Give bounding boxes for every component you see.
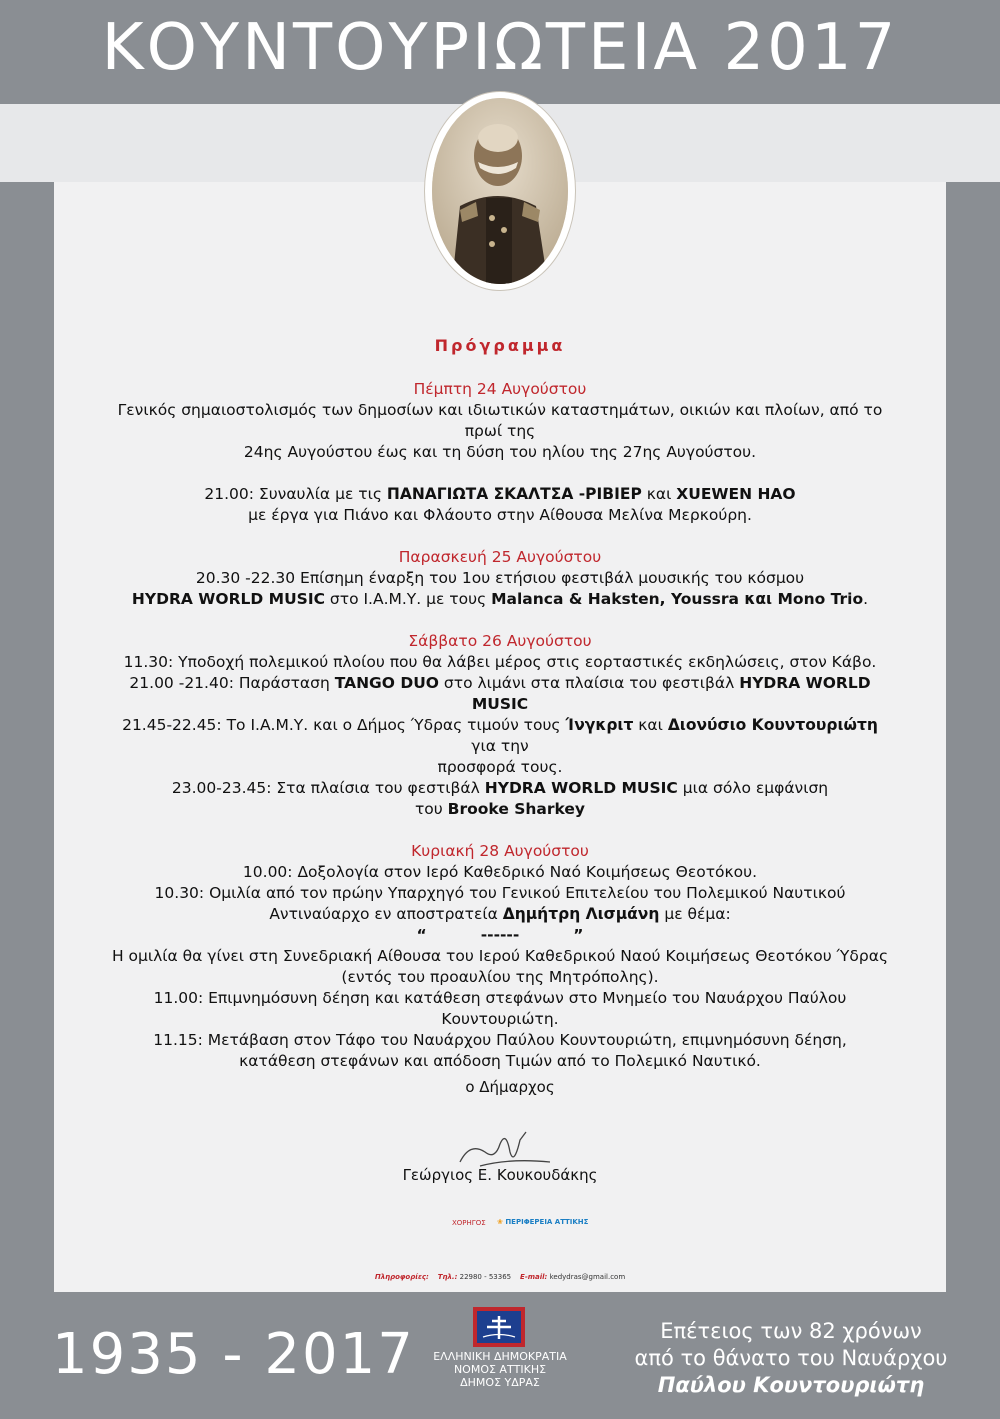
sunday-line-7: Κουντουριώτη. bbox=[441, 1010, 559, 1028]
municipality-crest-icon bbox=[473, 1307, 525, 1347]
info-label: Πληροφορίες: bbox=[374, 1273, 429, 1281]
saturday-date: Σάββατο 26 Αυγούστου bbox=[408, 632, 592, 650]
thursday-concert: 21.00: Συναυλία με τις ΠΑΝΑΓΙΩΤΑ ΣΚΑΛΤΣΑ -ΡΙΒΙΕΡ και XUEWEN HAO bbox=[204, 485, 796, 503]
friday-line-1: 20.30 -22.30 Επίσημη έναρξη του 1ου ετήσιου φεστιβάλ μουσικής του κόσμου bbox=[195, 569, 805, 587]
org-line-2: ΝΟΜΟΣ ΑΤΤΙΚΗΣ bbox=[453, 1363, 547, 1376]
thursday-line-1: Γενικός σημαιοστολισμός των δημοσίων και ιδιωτικών καταστημάτων, οικιών και πλοίων, από το bbox=[117, 401, 883, 419]
friday-line-2: HYDRA WORLD MUSIC στο Ι.Α.Μ.Υ. με τους Malanca & Haksten, Youssra και Mono Trio. bbox=[131, 590, 869, 608]
org-line-1: ΕΛΛΗΝΙΚΗ ΔΗΜΟΚΡΑΤΙΑ bbox=[433, 1350, 567, 1363]
page-title: ΚΟΥΝΤΟΥΡΙΩΤΕΙΑ 2017 bbox=[101, 11, 899, 85]
saturday-solo-artist: του Brooke Sharkey bbox=[414, 800, 586, 818]
thursday-date: Πέμπτη 24 Αυγούστου bbox=[413, 380, 587, 398]
saturday-honor-2: προσφορά τους. bbox=[437, 758, 563, 776]
sponsor-label: ΧΟΡΗΓΟΣ bbox=[452, 1219, 486, 1227]
region-logo: ❀ ΠΕΡΙΦΕΡΕΙΑ ΑΤΤΙΚΗΣ bbox=[497, 1218, 589, 1226]
signature bbox=[440, 1122, 560, 1172]
thursday-concert-desc: με έργα για Πιάνο και Φλάουτο στην Αίθουσα Μελίνα Μερκούρη. bbox=[248, 506, 752, 524]
anniversary-line-1: Επέτειος των 82 χρόνων bbox=[660, 1319, 922, 1343]
years-range: 1935 - 2017 bbox=[52, 1322, 415, 1387]
phone-label: Τηλ.: bbox=[437, 1273, 458, 1281]
thursday-line-3: 24ης Αυγούστου έως και τη δύση του ηλίου της 27ης Αυγούστου. bbox=[243, 443, 757, 461]
sunday-line-2: 10.30: Ομιλία από τον πρώην Υπαρχηγό του Γενικού Επιτελείου του Πολεμικού Ναυτικού bbox=[154, 884, 846, 902]
mayor-title: ο Δήμαρχος bbox=[465, 1078, 555, 1096]
saturday-honor: 21.45-22.45: Το Ι.Α.Μ.Υ. και ο Δήμος Ύδρας τιμούν τους Ίνγκριτ και Διονύσιο Κουντουριώτη για την bbox=[122, 716, 878, 755]
contact-info bbox=[0, 1273, 1000, 1281]
anniversary-text bbox=[606, 1318, 976, 1399]
saturday-tango: 21.00 -21.40: Παράσταση TANGO DUO στο λιμάνι στα πλαίσια του φεστιβάλ HYDRA WORLD MUSIC bbox=[129, 674, 871, 713]
sunday-line-4: Η ομιλία θα γίνει στη Συνεδριακή Αίθουσα του Ιερού Καθεδρικού Ναού Κοιμήσεως Θεοτόκου Ύδρας bbox=[111, 947, 889, 965]
saturday-line-1: 11.30: Υποδοχή πολεμικού πλοίου που θα λάβει μέρος στις εορταστικές εκδηλώσεις, στον Κάβο. bbox=[123, 653, 877, 671]
sunday-line-6: 11.00: Επιμνημόσυνη δέηση και κατάθεση στεφάνων στο Μνημείο του Ναυάρχου Παύλου bbox=[153, 989, 847, 1007]
email-label: E-mail: bbox=[520, 1273, 548, 1281]
sunday-topic: “ ------ ” bbox=[416, 926, 584, 944]
sponsor-row bbox=[440, 1216, 600, 1232]
admiral-portrait bbox=[432, 98, 568, 284]
sunday-line-5: (εντός του προαυλίου της Μητρόπολης). bbox=[341, 968, 659, 986]
sunday-line-1: 10.00: Δοξολογία στον Ιερό Καθεδρικό Ναό Κοιμήσεως Θεοτόκου. bbox=[242, 863, 758, 881]
anniversary-line-3: Παύλου Κουντουριώτη bbox=[657, 1373, 925, 1397]
sunday-line-9: κατάθεση στεφάνων και απόδοση Τιμών από το Πολεμικό Ναυτικό. bbox=[239, 1052, 761, 1070]
saturday-solo: 23.00-23.45: Στα πλαίσια του φεστιβάλ HYDRA WORLD MUSIC μια σόλο εμφάνιση bbox=[171, 779, 829, 797]
anniversary-line-2: από το θάνατο του Ναυάρχου bbox=[634, 1346, 948, 1370]
sunday-date: Κυριακή 28 Αυγούστου bbox=[411, 842, 589, 860]
sunday-line-3: Αντιναύαρχο εν αποστρατεία Δημήτρη Λισμάνη με θέμα: bbox=[269, 905, 731, 923]
thursday-line-2: πρωί της bbox=[464, 422, 536, 440]
org-line-3: ΔΗΜΟΣ ΥΔΡΑΣ bbox=[460, 1376, 540, 1389]
region-logo-icon: ❀ bbox=[497, 1218, 503, 1226]
mayor-name: Γεώργιος Ε. Κουκουδάκης bbox=[402, 1166, 598, 1184]
friday-date: Παρασκευή 25 Αυγούστου bbox=[398, 548, 602, 566]
email-address: kedydras@gmail.com bbox=[549, 1273, 626, 1281]
program-heading: Πρόγραμμα bbox=[434, 336, 566, 355]
sunday-line-8: 11.15: Μετάβαση στον Τάφο του Ναυάρχου Παύλου Κουντουριώτη, επιμνημόσυνη δέηση, bbox=[153, 1031, 847, 1049]
program bbox=[110, 335, 890, 1072]
municipality-name bbox=[412, 1350, 588, 1389]
phone-number: 22980 - 53365 bbox=[459, 1273, 512, 1281]
